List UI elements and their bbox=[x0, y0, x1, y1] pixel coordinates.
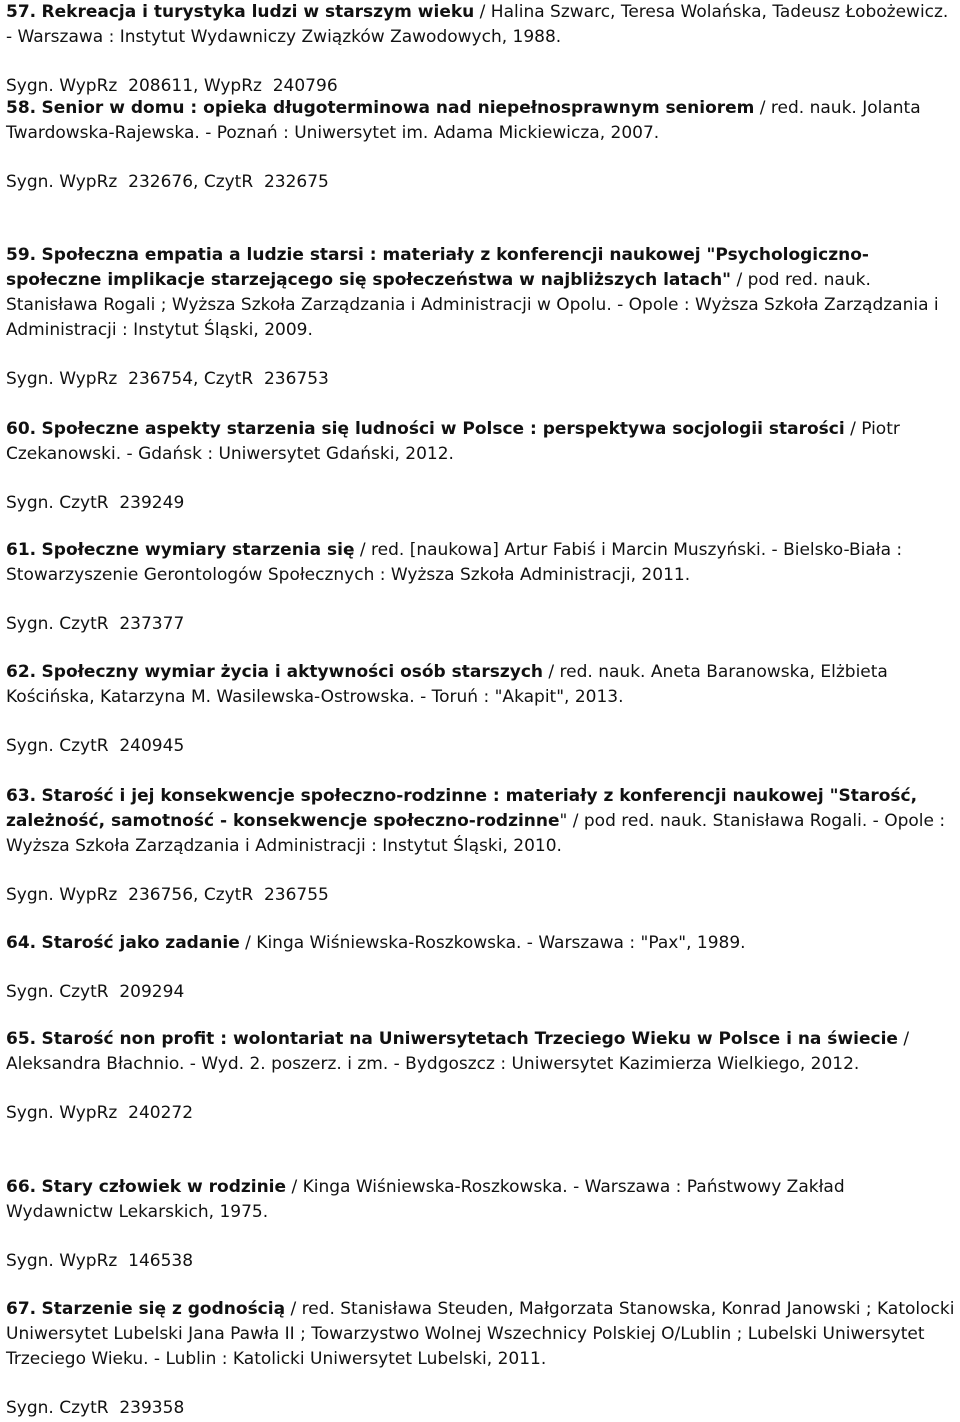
entry-title: Społeczna empatia a ludzie starsi : materiały z konferencji naukowej "Psychologiczno-społeczne implikacje starzejącego się społeczeństwa w najbliższych latach" bbox=[6, 245, 869, 290]
bibliography-entry-61 bbox=[6, 538, 956, 637]
entry-call-number: Sygn. CzytR 239249 bbox=[6, 493, 185, 513]
entry-number: 67. bbox=[6, 1299, 37, 1319]
entry-description bbox=[6, 784, 956, 859]
entry-description bbox=[6, 96, 956, 146]
entry-title: Senior w domu : opieka długoterminowa nad niepełnosprawnym seniorem bbox=[41, 98, 755, 118]
bibliography-entry-67 bbox=[6, 1297, 956, 1421]
bibliography-entry-59 bbox=[6, 243, 956, 392]
bibliography-entry-65 bbox=[6, 1027, 956, 1126]
entry-call-number: Sygn. CzytR 239358 bbox=[6, 1398, 185, 1418]
entry-details: / red. nauk. Aneta Baranowska, Elżbieta Kościńska, Katarzyna M. Wasilewska-Ostrowska. - Toruń : "Akapit", 2013. bbox=[6, 662, 888, 707]
entry-call-number: Sygn. WypRz 146538 bbox=[6, 1251, 194, 1271]
entry-details: / red. nauk. Jolanta Twardowska-Rajewska. - Poznań : Uniwersytet im. Adama Mickiewicza, 2007. bbox=[6, 98, 921, 143]
bibliography-entry-66 bbox=[6, 1175, 956, 1274]
entry-title: Rekreacja i turystyka ludzi w starszym wieku bbox=[41, 2, 475, 22]
entry-number: 58. bbox=[6, 98, 37, 118]
bibliography-entry-62 bbox=[6, 660, 956, 759]
entry-description bbox=[6, 243, 956, 343]
entry-details: / red. Stanisława Steuden, Małgorzata Stanowska, Konrad Janowski ; Katolocki Uniwersytet Lubelski Jana Pawła II ; Towarzystwo Wolnej Wszechnicy Polskiej O/Lublin ; Lubelski Uniwersytet Trzeciego Wieku. - Lublin : Katolicki Uniwersytet Lubelski, 2011. bbox=[6, 1299, 955, 1369]
entry-details: / pod red. nauk. Stanisława Rogali ; Wyższa Szkoła Zarządzania i Administracji w Opolu. - Opole : Wyższa Szkoła Zarządzania i Administracji : Instytut Śląski, 2009. bbox=[6, 270, 939, 340]
entry-description bbox=[6, 1175, 956, 1225]
bibliography-entry-63 bbox=[6, 784, 956, 908]
entry-call-number: Sygn. WypRz 236754, CzytR 236753 bbox=[6, 369, 329, 389]
entry-call-number: Sygn. WypRz 236756, CzytR 236755 bbox=[6, 885, 329, 905]
entry-call-number: Sygn. CzytR 209294 bbox=[6, 982, 185, 1002]
entry-number: 66. bbox=[6, 1177, 37, 1197]
entry-title: Starość jako zadanie bbox=[41, 933, 240, 953]
bibliography-entry-57 bbox=[6, 0, 956, 99]
entry-number: 63. bbox=[6, 786, 37, 806]
entry-details: / red. [naukowa] Artur Fabiś i Marcin Muszyński. - Bielsko-Biała : Stowarzyszenie Gerontologów Społecznych : Wyższa Szkoła Administracji, 2011. bbox=[6, 540, 903, 585]
entry-number: 64. bbox=[6, 933, 37, 953]
entry-description bbox=[6, 660, 956, 710]
entry-title: Starość non profit : wolontariat na Uniwersytetach Trzeciego Wieku w Polsce i na świecie bbox=[41, 1029, 898, 1049]
entry-call-number: Sygn. CzytR 237377 bbox=[6, 614, 185, 634]
bibliography-entry-60 bbox=[6, 417, 956, 516]
entry-number: 60. bbox=[6, 419, 37, 439]
entry-description bbox=[6, 538, 956, 588]
bibliography-entry-58 bbox=[6, 96, 956, 195]
entry-description bbox=[6, 931, 746, 956]
entry-number: 57. bbox=[6, 2, 37, 22]
entry-title: Starzenie się z godnością bbox=[41, 1299, 286, 1319]
entry-details: / Kinga Wiśniewska-Roszkowska. - Warszawa : Państwowy Zakład Wydawnictw Lekarskich, 1975. bbox=[6, 1177, 845, 1222]
entry-number: 65. bbox=[6, 1029, 37, 1049]
entry-details: / Kinga Wiśniewska-Roszkowska. - Warszawa : "Pax", 1989. bbox=[239, 933, 746, 953]
entry-details: / Piotr Czekanowski. - Gdańsk : Uniwersytet Gdański, 2012. bbox=[6, 419, 900, 464]
entry-details: " / pod red. nauk. Stanisława Rogali. - Opole : Wyższa Szkoła Zarządzania i Administracji : Instytut Śląski, 2010. bbox=[6, 811, 946, 856]
entry-number: 61. bbox=[6, 540, 37, 560]
entry-title: Społeczne aspekty starzenia się ludności w Polsce : perspektywa socjologii starości bbox=[41, 419, 845, 439]
entry-title: Starość i jej konsekwencje społeczno-rodzinne : materiały z konferencji naukowej "Starość, zależność, samotność - konsekwencje społeczno-rodzinne bbox=[6, 786, 918, 831]
entry-number: 62. bbox=[6, 662, 37, 682]
entry-details: / Halina Szwarc, Teresa Wolańska, Tadeusz Łobożewicz. - Warszawa : Instytut Wydawniczy Związków Zawodowych, 1988. bbox=[6, 2, 949, 47]
entry-description bbox=[6, 1297, 956, 1372]
entry-description bbox=[6, 417, 956, 467]
entry-title: Społeczny wymiar życia i aktywności osób starszych bbox=[41, 662, 544, 682]
entry-call-number: Sygn. CzytR 240945 bbox=[6, 736, 185, 756]
entry-description bbox=[6, 1027, 956, 1077]
bibliography-entry-64 bbox=[6, 931, 746, 1005]
entry-title: Społeczne wymiary starzenia się bbox=[41, 540, 355, 560]
entry-title: Stary człowiek w rodzinie bbox=[41, 1177, 287, 1197]
entry-call-number: Sygn. WypRz 232676, CzytR 232675 bbox=[6, 172, 329, 192]
entry-call-number: Sygn. WypRz 208611, WypRz 240796 bbox=[6, 76, 338, 96]
entry-number: 59. bbox=[6, 245, 37, 265]
entry-details: / Aleksandra Błachnio. - Wyd. 2. poszerz. i zm. - Bydgoszcz : Uniwersytet Kazimierza Wielkiego, 2012. bbox=[6, 1029, 910, 1074]
entry-call-number: Sygn. WypRz 240272 bbox=[6, 1103, 194, 1123]
entry-description bbox=[6, 0, 956, 50]
